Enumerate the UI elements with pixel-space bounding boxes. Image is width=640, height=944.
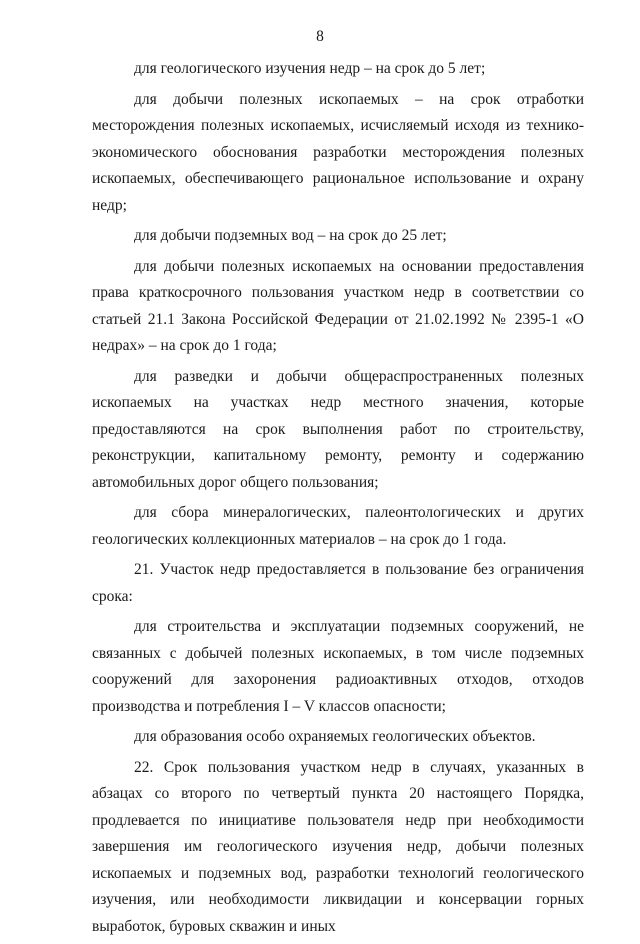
document-body [92, 56, 584, 944]
paragraph-clause-22: 22. Срок пользования участком недр в случаях, указанных в абзацах со второго по четвертый пункта 20 настоящего Порядка, продлевается по инициативе пользователя недр при необходимости завершения им геологического изучения недр, добычи полезных ископаемых и подземных вод, разработки технологий геологического изучения, или необходимости ликвидации и консервации горных выработок, буровых скважин и иных [92, 758, 584, 935]
paragraph-term-groundwater: для добычи подземных вод – на срок до 25 лет; [134, 227, 447, 244]
paragraph-clause-21: 21. Участок недр предоставляется в пользование без ограничения срока: [92, 561, 584, 605]
paragraph-term-mineral-extraction: для добычи полезных ископаемых – на срок отработки месторождения полезных ископаемых, исчисляемый исходя из технико-экономического обоснования разработки месторождения полезных ископаемых, обеспечивающего рациональное использование и охрану недр; [92, 90, 584, 214]
paragraph-term-short-term-use: для добычи полезных ископаемых на основании предоставления права краткосрочного пользования участком недр в соответствии со статьей 21.1 Закона Российской Федерации от 21.02.1992 № 2395-1 «О недрах» – на срок до 1 года; [92, 257, 584, 354]
paragraph-protected-objects: для образования особо охраняемых геологических объектов. [134, 728, 536, 745]
paragraph-term-geological-study: для геологического изучения недр – на срок до 5 лет; [134, 60, 486, 77]
paragraph-term-common-minerals: для разведки и добычи общераспространенных полезных ископаемых на участках недр местного значения, которые предоставляются на срок выполнения работ по строительству, реконструкции, капитальному ремонту, ремонту и содержанию автомобильных дорог общего пользования; [92, 367, 584, 491]
paragraph-term-collection-materials: для сбора минералогических, палеонтологических и других геологических коллекционных материалов – на срок до 1 года. [92, 504, 584, 548]
page-number: 8 [316, 28, 324, 45]
paragraph-underground-structures: для строительства и эксплуатации подземных сооружений, не связанных с добычей полезных ископаемых, в том числе подземных сооружений для захоронения радиоактивных отходов, отходов производства и потребления I – V классов опасности; [92, 618, 584, 715]
